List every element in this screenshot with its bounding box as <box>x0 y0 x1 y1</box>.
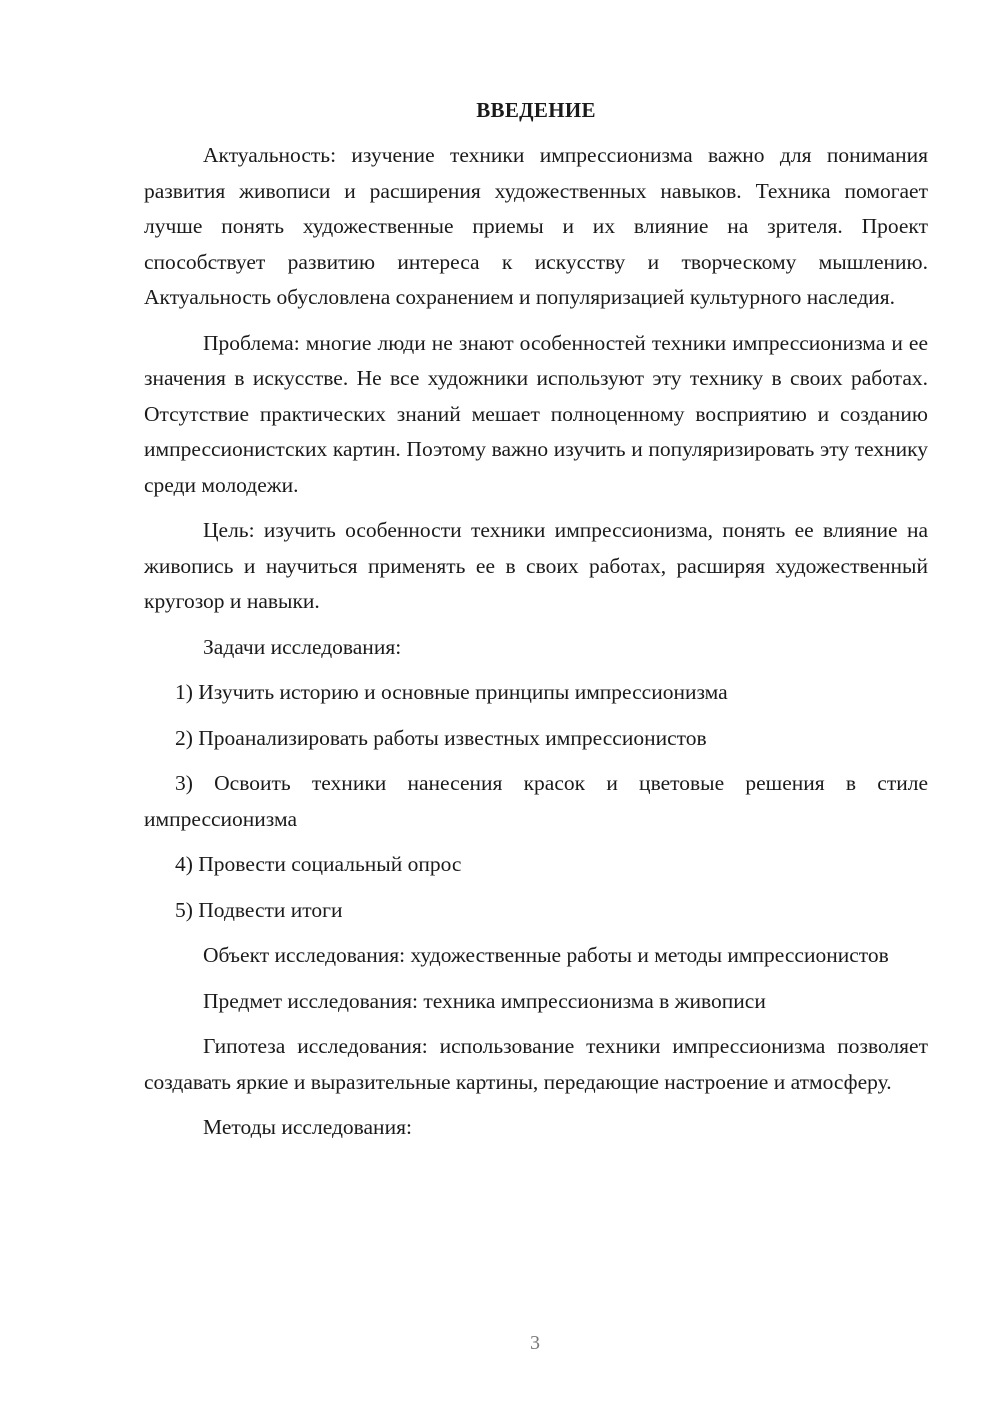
task-item-4: 4) Провести социальный опрос <box>175 852 462 876</box>
page-number: 3 <box>530 1332 540 1354</box>
page-heading: ВВЕДЕНИЕ <box>476 98 596 122</box>
object-paragraph: Объект исследования: художественные работы и методы импрессионистов <box>203 943 889 967</box>
goal-paragraph: Цель: изучить особенности техники импрессионизма, понять ее влияние на живопись и научиться применять ее в своих работах, расширяя художественный кругозор и навыки. <box>144 518 928 613</box>
hypothesis-paragraph: Гипотеза исследования: использование техники импрессионизма позволяет создавать яркие и выразительные картины, передающие настроение и атмосферу. <box>144 1034 928 1094</box>
task-item-2: 2) Проанализировать работы известных импрессионистов <box>175 725 707 750</box>
tasks-label: Задачи исследования: <box>203 634 402 659</box>
relevance-paragraph: Актуальность: изучение техники импрессионизма важно для понимания развития живописи и расширения художественных навыков. Техника помогает лучше понять художественные приемы и их влияние на зрителя. Проект способствует развитию интереса к искусству и творческому мышлению. Актуальность обусловлена сохранением и популяризацией культурного наследия. <box>144 143 928 309</box>
methods-label: Методы исследования: <box>203 1115 412 1139</box>
subject-paragraph: Предмет исследования: техника импрессионизма в живописи <box>203 988 766 1013</box>
task-item-3: 3) Освоить техники нанесения красок и цветовые решения в стиле импрессионизма <box>144 771 928 831</box>
task-item-1: 1) Изучить историю и основные принципы импрессионизма <box>175 680 728 704</box>
document-page <box>144 94 928 1156</box>
problem-paragraph: Проблема: многие люди не знают особенностей техники импрессионизма и ее значения в искусстве. Не все художники используют эту технику в своих работах. Отсутствие практических знаний мешает полноценному восприятию и созданию импрессионистских картин. Поэтому важно изучить и популяризировать эту технику среди молодежи. <box>144 330 928 497</box>
task-item-5: 5) Подвести итоги <box>175 897 343 922</box>
